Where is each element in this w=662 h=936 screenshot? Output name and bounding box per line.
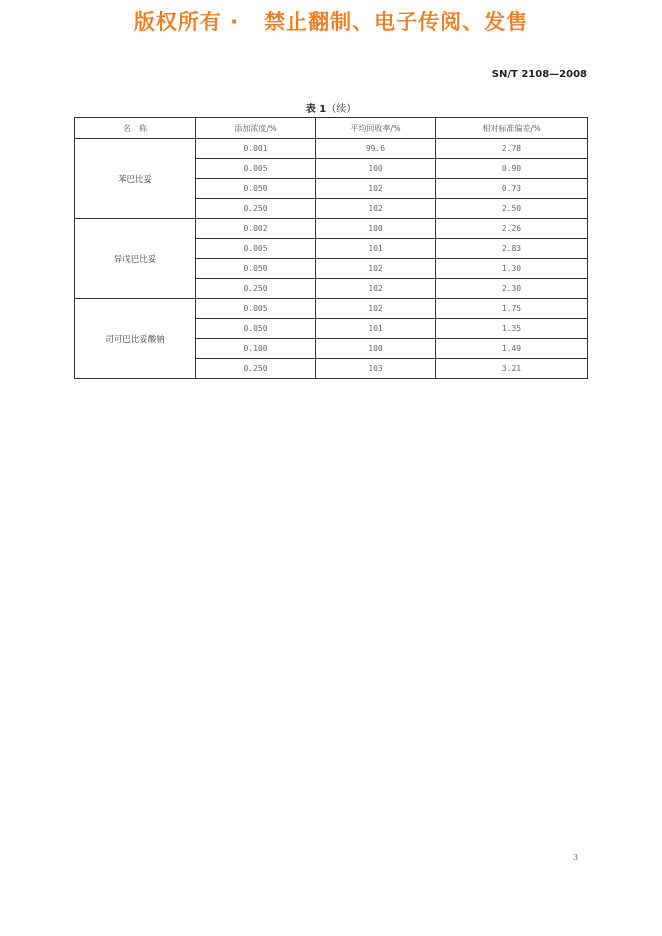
compound-name-cell: 异戊巴比妥 <box>75 219 196 299</box>
recovery-cell: 100 <box>316 219 436 239</box>
recovery-cell: 102 <box>316 259 436 279</box>
recovery-cell: 100 <box>316 339 436 359</box>
rsd-cell: 2.30 <box>436 279 588 299</box>
compound-name-cell: 苯巴比妥 <box>75 139 196 219</box>
table-caption-suffix: （续） <box>326 104 357 115</box>
recovery-cell: 100 <box>316 159 436 179</box>
concentration-cell: 0.001 <box>196 139 316 159</box>
concentration-cell: 0.005 <box>196 299 316 319</box>
table-row <box>75 299 588 319</box>
header-rsd: 相对标准偏差/% <box>436 118 588 139</box>
table-caption-label: 表 1 <box>305 104 327 115</box>
copyright-watermark: 版权所有 · 禁止翻制、电子传阅、发售 <box>133 10 529 34</box>
table-header-row <box>75 118 588 139</box>
recovery-cell: 101 <box>316 319 436 339</box>
rsd-cell: 1.30 <box>436 259 588 279</box>
rsd-cell: 3.21 <box>436 359 588 379</box>
recovery-cell: 101 <box>316 239 436 259</box>
recovery-cell: 102 <box>316 299 436 319</box>
page-number: 3 <box>573 853 579 862</box>
rsd-cell: 2.83 <box>436 239 588 259</box>
header-recovery: 平均回收率/% <box>316 118 436 139</box>
concentration-cell: 0.250 <box>196 199 316 219</box>
concentration-cell: 0.100 <box>196 339 316 359</box>
document-code: SN/T 2108—2008 <box>491 69 587 80</box>
rsd-cell: 1.49 <box>436 339 588 359</box>
header-concentration: 添加浓度/% <box>196 118 316 139</box>
concentration-cell: 0.250 <box>196 359 316 379</box>
recovery-table <box>74 117 588 379</box>
table-body <box>75 139 588 379</box>
table-row <box>75 219 588 239</box>
concentration-cell: 0.050 <box>196 259 316 279</box>
concentration-cell: 0.005 <box>196 239 316 259</box>
rsd-cell: 0.90 <box>436 159 588 179</box>
table-row <box>75 139 588 159</box>
rsd-cell: 2.50 <box>436 199 588 219</box>
recovery-cell: 103 <box>316 359 436 379</box>
rsd-cell: 0.73 <box>436 179 588 199</box>
recovery-cell: 102 <box>316 199 436 219</box>
table-caption <box>0 100 662 115</box>
recovery-cell: 99.6 <box>316 139 436 159</box>
rsd-cell: 2.78 <box>436 139 588 159</box>
header-name: 名 称 <box>75 118 196 139</box>
compound-name-cell: 司可巴比妥酸钠 <box>75 299 196 379</box>
concentration-cell: 0.002 <box>196 219 316 239</box>
rsd-cell: 2.26 <box>436 219 588 239</box>
concentration-cell: 0.050 <box>196 179 316 199</box>
recovery-cell: 102 <box>316 279 436 299</box>
recovery-cell: 102 <box>316 179 436 199</box>
rsd-cell: 1.75 <box>436 299 588 319</box>
rsd-cell: 1.35 <box>436 319 588 339</box>
concentration-cell: 0.250 <box>196 279 316 299</box>
concentration-cell: 0.050 <box>196 319 316 339</box>
concentration-cell: 0.005 <box>196 159 316 179</box>
